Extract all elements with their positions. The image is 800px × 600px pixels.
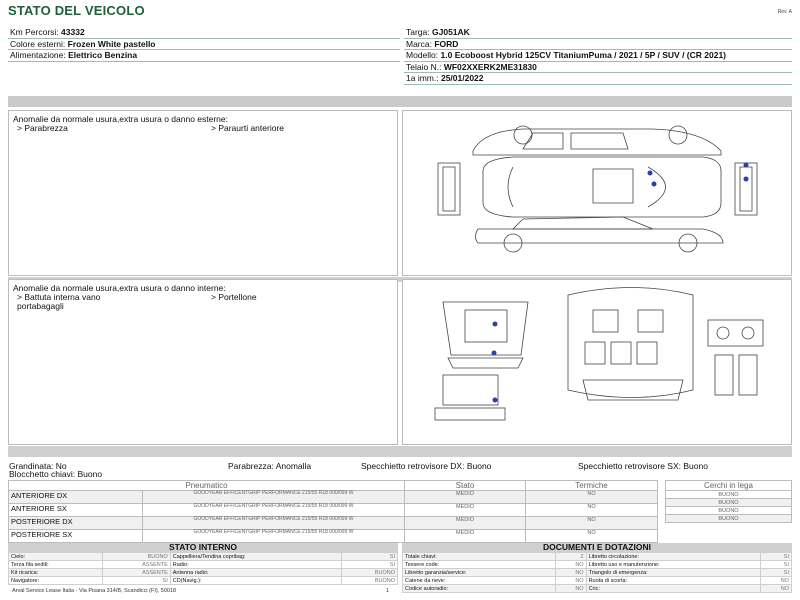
external-damage-item: > Paraurti anteriore xyxy=(211,123,284,133)
stato-interno-title: STATO INTERNO xyxy=(8,543,398,552)
documenti-title: DOCUMENTI E DOTAZIONI xyxy=(402,543,792,552)
damage-marker xyxy=(493,322,498,327)
internal-damage-title: Anomalie da normale usura,extra usura o danno interne: xyxy=(13,283,226,293)
rear-door-view xyxy=(435,375,505,420)
car-exterior-diagram xyxy=(403,111,793,277)
km-row: Km Percorsi: 43332 xyxy=(8,27,400,39)
thermal-header: Termiche xyxy=(526,481,658,491)
rims-table xyxy=(665,480,792,523)
table-row: Codice autoradio: NO Cric: NO xyxy=(403,585,792,593)
damage-marker xyxy=(493,398,498,403)
table-row: BUONO xyxy=(666,491,792,499)
table-row: POSTERIORE SX GOODYEAR EFFICENTGRIP PERFORMANCE 215/55 R18 000/099 W MEDIO NO xyxy=(9,530,658,543)
color-row: Colore esterni: Frozen White pastello xyxy=(8,39,400,51)
car-side-view-top xyxy=(473,126,721,155)
internal-damage-item: > Portellone xyxy=(211,292,257,302)
fuel-value: Elettrico Benzina xyxy=(68,50,138,60)
grandinata-label: Grandinata: No xyxy=(9,461,67,471)
internal-diagram-panel xyxy=(402,279,792,445)
car-interior-diagram xyxy=(403,280,793,446)
color-value: Frozen White pastello xyxy=(67,38,156,49)
plate-row: Targa: GJ051AK xyxy=(404,27,792,39)
model-row: Modello: 1.0 Ecoboost Hybrid 125CV TitaniumPuma / 2021 / 5P / SUV / (CR 2021) xyxy=(404,50,792,62)
table-row: BUONO xyxy=(666,507,792,515)
page-title: STATO DEL VEICOLO xyxy=(8,3,145,18)
external-diagram-panel xyxy=(402,110,792,276)
table-row: ANTERIORE SX GOODYEAR EFFICENTGRIP PERFORMANCE 215/55 R18 000/099 W MEDIO NO xyxy=(9,504,658,517)
registration-value: 25/01/2022 xyxy=(440,73,484,83)
table-row: POSTERIORE DX GOODYEAR EFFICENTGRIP PERFORMANCE 215/55 R18 000/099 W MEDIO NO xyxy=(9,517,658,530)
table-row: Kit ricarica: ASSENTE Antenna radio: BUONO xyxy=(9,569,398,577)
rims-header: Cerchi in lega xyxy=(666,481,792,491)
table-row: Totale chiavi: 2 Libretto circolazione: SI xyxy=(403,553,792,561)
revision-label: Rev. A xyxy=(777,9,792,15)
state-header: Stato xyxy=(405,481,526,491)
brand-row: Marca: FORD xyxy=(404,39,792,51)
table-row: BUONO xyxy=(666,515,792,523)
damage-marker xyxy=(652,182,657,187)
footer-company: Arval Service Lease Italia - Via Pisana 314/B, Scandicci (FI), 50018 xyxy=(12,588,177,594)
section-divider xyxy=(8,96,792,107)
table-row: Libretto garanzia/service: NO Triangolo di emergenza: SI xyxy=(403,569,792,577)
table-row: BUONO xyxy=(666,499,792,507)
specchietto-dx-label: Specchietto retrovisore DX: Buono xyxy=(361,461,492,471)
internal-damage-item: > Battuta interna vano portabagagli xyxy=(17,292,101,311)
table-row: Terza fila sedili: ASSENTE Radio: SI xyxy=(9,561,398,569)
km-value: 43332 xyxy=(61,27,85,37)
table-row: ANTERIORE DX GOODYEAR EFFICENTGRIP PERFORMANCE 215/55 R18 000/099 W MEDIO NO xyxy=(9,491,658,504)
brand-value: FORD xyxy=(434,38,459,49)
registration-row: 1a imm.: 25/01/2022 xyxy=(404,73,792,85)
car-top-view xyxy=(438,157,757,217)
parabrezza-label: Parabrezza: Anomalla xyxy=(228,461,312,471)
cabin-top-view xyxy=(568,288,693,401)
vehicle-info-left xyxy=(8,27,400,62)
vehicle-info-right xyxy=(404,27,792,85)
table-row: Navigatore: SI CD(Navig.): BUONO xyxy=(9,577,398,585)
internal-damage-panel xyxy=(8,279,398,445)
dashboard-view xyxy=(708,320,763,395)
footer-page-number: 1 xyxy=(386,588,390,594)
table-row: Catene da neve: NO Ruota di scorta: NO xyxy=(403,577,792,585)
damage-marker xyxy=(744,177,749,182)
external-damage-item: > Parabrezza xyxy=(17,123,68,133)
damage-marker xyxy=(648,171,653,176)
car-side-view-bottom xyxy=(476,217,724,252)
trunk-view xyxy=(443,302,528,368)
table-row: Cielo: BUONO Cappelliera/Tendina copribag: SI xyxy=(9,553,398,561)
documenti-table xyxy=(402,552,792,593)
specchietto-sx-label: Specchietto retrovisore SX: Buono xyxy=(578,461,708,471)
damage-marker xyxy=(492,351,497,356)
vin-row: Telaio N.: WF02XXERK2ME31830 xyxy=(404,62,792,74)
external-damage-panel xyxy=(8,110,398,276)
fuel-row: Alimentazione: Elettrico Benzina xyxy=(8,50,400,62)
vin-value: WF02XXERK2ME31830 xyxy=(443,61,537,72)
stato-interno-table xyxy=(8,552,398,585)
external-damage-title: Anomalie da normale usura,extra usura o danno esterne: xyxy=(13,114,228,124)
damage-marker xyxy=(744,163,749,168)
model-value: 1.0 Ecoboost Hybrid 125CV TitaniumPuma / 2021 / 5P / SUV / (CR 2021) xyxy=(440,50,726,60)
blocchetto-label: Blocchetto chiavi: Buono xyxy=(9,469,103,479)
plate-value: GJ051AK xyxy=(432,27,470,37)
tyres-table xyxy=(8,480,658,543)
table-row: Tessere code: NO Libretto uso e manutenzione: SI xyxy=(403,561,792,569)
panel-divider xyxy=(8,446,792,457)
tyre-header: Pneumatico xyxy=(9,481,405,491)
